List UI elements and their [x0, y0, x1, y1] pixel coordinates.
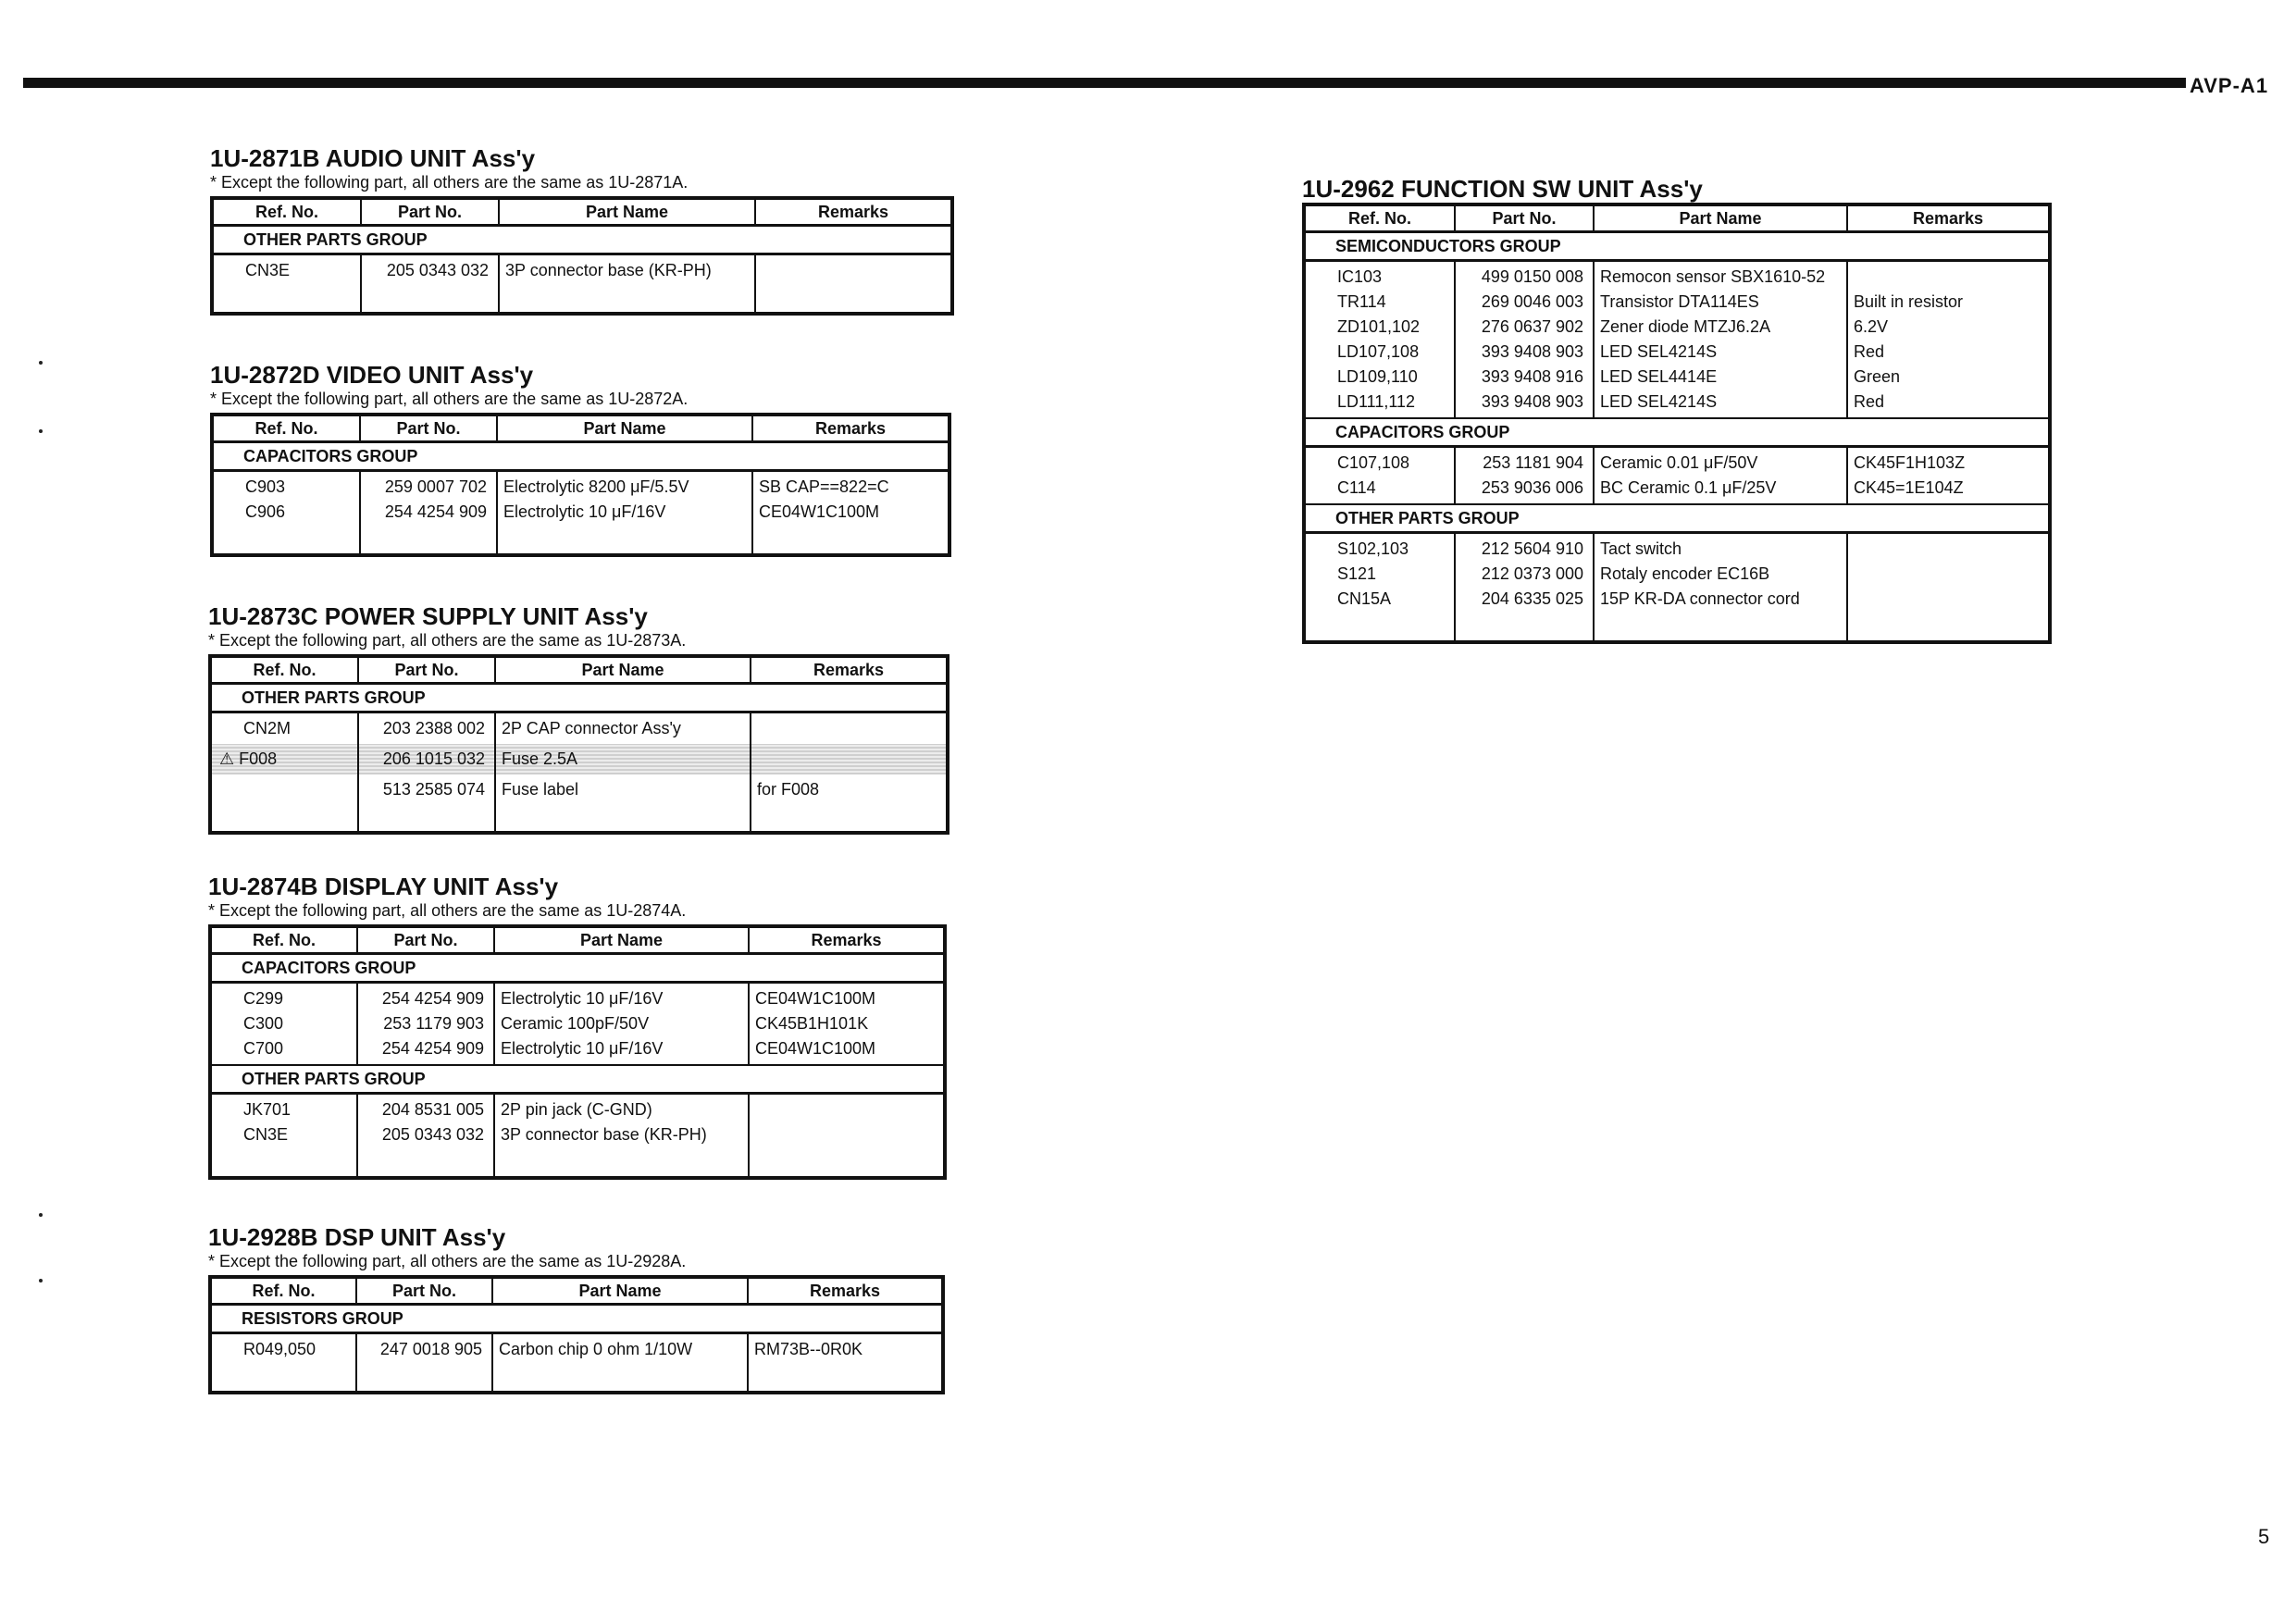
parts-table — [210, 196, 954, 316]
ref-cell: C107,108 C114 — [1304, 447, 1455, 505]
ref-cell: C903 C906 — [212, 471, 360, 528]
table-header-row — [1304, 204, 2050, 232]
table-header-row — [210, 1277, 943, 1305]
name-column-header: Part Name — [1594, 204, 1847, 232]
section-note: * Except the following part, all others are the same as 1U-2873A. — [208, 631, 687, 650]
group-label: CAPACITORS GROUP — [1304, 418, 2050, 447]
part-column-header: Part No. — [1455, 204, 1594, 232]
ref-cell: JK701 CN3E — [210, 1094, 357, 1151]
model-label: AVP-A1 — [2190, 74, 2269, 97]
table-row — [210, 1094, 945, 1151]
audio-unit-section — [210, 144, 954, 316]
group-row — [210, 1305, 943, 1333]
name-cell: Fuse label — [495, 774, 751, 805]
section-note: * Except the following part, all others are the same as 1U-2871A. — [210, 173, 689, 192]
table-row — [210, 1333, 943, 1366]
remarks-column-header: Remarks — [751, 656, 948, 684]
table-row-safety-critical — [210, 744, 948, 774]
section-title: 1U-2871B AUDIO UNIT Ass'y — [210, 144, 536, 172]
table-header-row — [212, 198, 952, 226]
table-header-row — [210, 926, 945, 954]
remarks-cell — [755, 254, 952, 287]
group-label: OTHER PARTS GROUP — [1304, 504, 2050, 533]
group-row — [1304, 232, 2050, 261]
ref-cell: S102,103 S121 CN15A — [1304, 533, 1455, 615]
ref-cell: CN3E — [212, 254, 361, 287]
section-title: 1U-2962 FUNCTION SW UNIT Ass'y — [1302, 175, 1703, 203]
name-cell: Ceramic 0.01 μF/50V BC Ceramic 0.1 μF/25V — [1594, 447, 1847, 505]
ref-column-header: Ref. No. — [212, 198, 361, 226]
power-supply-unit-section — [208, 602, 949, 835]
remarks-column-header: Remarks — [1847, 204, 2050, 232]
parts-table — [208, 924, 947, 1180]
name-column-header: Part Name — [492, 1277, 748, 1305]
margin-dot — [39, 1213, 43, 1217]
remarks-cell: CK45F1H103Z CK45=1E104Z — [1847, 447, 2050, 505]
remarks-column-header: Remarks — [755, 198, 952, 226]
group-label: OTHER PARTS GROUP — [210, 684, 948, 712]
group-label: CAPACITORS GROUP — [212, 442, 949, 471]
table-row — [210, 712, 948, 745]
group-row — [1304, 418, 2050, 447]
name-cell: Remocon sensor SBX1610-52 Transistor DTA114ES Zener diode MTZJ6.2A LED SEL4214S LED SEL4414E LED SEL4214S — [1594, 261, 1847, 419]
name-cell: Electrolytic 10 μF/16V Ceramic 100pF/50V Electrolytic 10 μF/16V — [494, 983, 749, 1066]
group-row — [210, 1065, 945, 1094]
group-row — [212, 442, 949, 471]
name-cell: Electrolytic 8200 μF/5.5V Electrolytic 10 μF/16V — [497, 471, 752, 528]
part-cell: 513 2585 074 — [358, 774, 495, 805]
part-column-header: Part No. — [357, 926, 494, 954]
ref-cell — [210, 774, 358, 805]
section-note: * Except the following part, all others are the same as 1U-2928A. — [208, 1252, 687, 1270]
group-row — [1304, 504, 2050, 533]
table-row — [1304, 447, 2050, 505]
remarks-column-header: Remarks — [748, 1277, 943, 1305]
remarks-column-header: Remarks — [749, 926, 945, 954]
group-row — [210, 954, 945, 983]
table-row — [212, 471, 949, 528]
name-column-header: Part Name — [499, 198, 755, 226]
table-row — [210, 774, 948, 805]
function-sw-unit-section — [1302, 175, 2052, 644]
name-cell: Fuse 2.5A — [495, 744, 751, 774]
name-cell: Carbon chip 0 ohm 1/10W — [492, 1333, 748, 1366]
part-cell: 203 2388 002 — [358, 712, 495, 745]
parts-table — [210, 413, 951, 557]
header-rule — [23, 78, 2186, 88]
table-row — [210, 983, 945, 1066]
margin-dot — [39, 361, 43, 365]
parts-table — [208, 654, 949, 835]
remarks-cell — [1847, 533, 2050, 615]
group-row — [210, 684, 948, 712]
part-cell: 499 0150 008 269 0046 003 276 0637 902 393 9408 903 393 9408 916 393 9408 903 — [1455, 261, 1594, 419]
display-unit-section — [208, 873, 947, 1180]
ref-cell: C299 C300 C700 — [210, 983, 357, 1066]
part-cell: 205 0343 032 — [361, 254, 499, 287]
table-row — [1304, 261, 2050, 419]
section-title: 1U-2873C POWER SUPPLY UNIT Ass'y — [208, 602, 648, 630]
part-column-header: Part No. — [361, 198, 499, 226]
remarks-cell: Built in resistor 6.2V Red Green Red — [1847, 261, 2050, 419]
ref-cell: ⚠ F008 — [210, 744, 358, 774]
group-label: OTHER PARTS GROUP — [212, 226, 952, 254]
section-title: 1U-2872D VIDEO UNIT Ass'y — [210, 361, 534, 389]
ref-cell: R049,050 — [210, 1333, 356, 1366]
group-label: RESISTORS GROUP — [210, 1305, 943, 1333]
remarks-column-header: Remarks — [752, 415, 949, 442]
name-column-header: Part Name — [494, 926, 749, 954]
dsp-unit-section — [208, 1223, 945, 1394]
part-cell: 253 1181 904 253 9036 006 — [1455, 447, 1594, 505]
name-column-header: Part Name — [497, 415, 752, 442]
ref-cell: IC103 TR114 ZD101,102 LD107,108 LD109,110 LD111,112 — [1304, 261, 1455, 419]
group-label: CAPACITORS GROUP — [210, 954, 945, 983]
part-cell: 247 0018 905 — [356, 1333, 492, 1366]
section-title: 1U-2874B DISPLAY UNIT Ass'y — [208, 873, 559, 900]
table-row — [212, 254, 952, 287]
part-cell: 204 8531 005 205 0343 032 — [357, 1094, 494, 1151]
remarks-cell — [751, 744, 948, 774]
group-label: SEMICONDUCTORS GROUP — [1304, 232, 2050, 261]
group-row — [212, 226, 952, 254]
part-column-header: Part No. — [358, 656, 495, 684]
name-column-header: Part Name — [495, 656, 751, 684]
parts-table — [1302, 203, 2052, 644]
name-cell: 3P connector base (KR-PH) — [499, 254, 755, 287]
remarks-cell — [751, 712, 948, 745]
group-label: OTHER PARTS GROUP — [210, 1065, 945, 1094]
parts-table — [208, 1275, 945, 1394]
ref-column-header: Ref. No. — [1304, 204, 1455, 232]
name-cell: 2P CAP connector Ass'y — [495, 712, 751, 745]
part-cell: 259 0007 702 254 4254 909 — [360, 471, 497, 528]
remarks-cell — [749, 1094, 945, 1151]
ref-column-header: Ref. No. — [210, 926, 357, 954]
remarks-cell: for F008 — [751, 774, 948, 805]
table-header-row — [212, 415, 949, 442]
section-note: * Except the following part, all others are the same as 1U-2872A. — [210, 390, 689, 408]
margin-dot — [39, 429, 43, 433]
name-cell: 2P pin jack (C-GND) 3P connector base (KR-PH) — [494, 1094, 749, 1151]
video-unit-section — [210, 361, 951, 557]
ref-column-header: Ref. No. — [210, 656, 358, 684]
ref-column-header: Ref. No. — [210, 1277, 356, 1305]
part-column-header: Part No. — [356, 1277, 492, 1305]
part-cell: 206 1015 032 — [358, 744, 495, 774]
margin-dot — [39, 1279, 43, 1282]
section-note: * Except the following part, all others are the same as 1U-2874A. — [208, 901, 687, 920]
table-header-row — [210, 656, 948, 684]
table-row — [1304, 533, 2050, 615]
remarks-cell: RM73B--0R0K — [748, 1333, 943, 1366]
part-column-header: Part No. — [360, 415, 497, 442]
name-cell: Tact switch Rotaly encoder EC16B 15P KR-DA connector cord — [1594, 533, 1847, 615]
part-cell: 254 4254 909 253 1179 903 254 4254 909 — [357, 983, 494, 1066]
ref-column-header: Ref. No. — [212, 415, 360, 442]
page-number: 5 — [2258, 1525, 2270, 1548]
remarks-cell: SB CAP==822=C CE04W1C100M — [752, 471, 949, 528]
part-cell: 212 5604 910 212 0373 000 204 6335 025 — [1455, 533, 1594, 615]
section-title: 1U-2928B DSP UNIT Ass'y — [208, 1223, 506, 1251]
remarks-cell: CE04W1C100M CK45B1H101K CE04W1C100M — [749, 983, 945, 1066]
ref-cell: CN2M — [210, 712, 358, 745]
